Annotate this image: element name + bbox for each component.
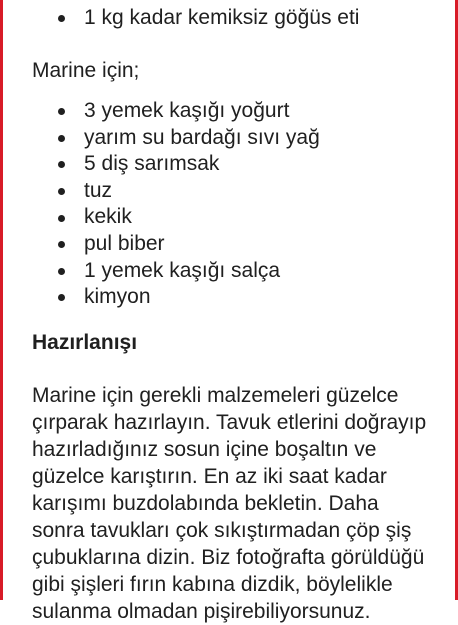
list-item-text: 5 diş sarımsak [84, 152, 220, 176]
bullet-icon [58, 108, 65, 115]
list-item-text: yarım su bardağı sıvı yağ [84, 125, 320, 149]
ingredient-list-main [58, 5, 359, 32]
list-item [58, 125, 320, 152]
list-item [58, 5, 359, 32]
marinade-label: Marine için; [32, 59, 140, 82]
list-item-text: 1 yemek kaşığı salça [84, 258, 281, 282]
bullet-icon [58, 135, 65, 142]
list-item-text: kekik [84, 205, 132, 229]
list-item [58, 258, 320, 285]
preparation-paragraph: Marine için gerekli malzemeleri güzelce çırparak hazırlayın. Tavuk etlerini doğrayıp hazırladığınız sosun içine boşaltın ve güzelce karıştırın. En az iki saat kadar karışımı buzdolabında bekletin. Daha sonra tavukları çok sıkıştırmadan çöp şiş çubuklarına dizin. Biz fotoğrafta görüldüğü gibi şişleri fırın kabına dizdik, böylelikle sulanma olmadan pişirebiliyorsunuz. [32, 384, 427, 623]
bullet-icon [58, 294, 65, 301]
list-item-text: 1 kg kadar kemiksiz göğüs eti [84, 6, 360, 29]
bullet-icon [58, 268, 65, 275]
bullet-icon [58, 241, 65, 248]
list-item-text: 3 yemek kaşığı yoğurt [84, 99, 290, 122]
ingredient-list-marinade [58, 98, 320, 311]
list-item [58, 178, 320, 205]
bullet-icon [58, 15, 65, 22]
section-title: Hazırlanışı [32, 331, 138, 354]
list-item [58, 151, 320, 178]
bullet-icon [58, 215, 65, 222]
list-item [58, 204, 320, 231]
list-item-text: pul biber [84, 231, 165, 255]
list-item [58, 284, 320, 311]
list-item-text: kimyon [84, 285, 151, 309]
bullet-icon [58, 188, 65, 195]
list-item [58, 98, 320, 125]
list-item [58, 231, 320, 258]
bullet-icon [58, 161, 65, 168]
list-item-text: tuz [84, 178, 113, 202]
